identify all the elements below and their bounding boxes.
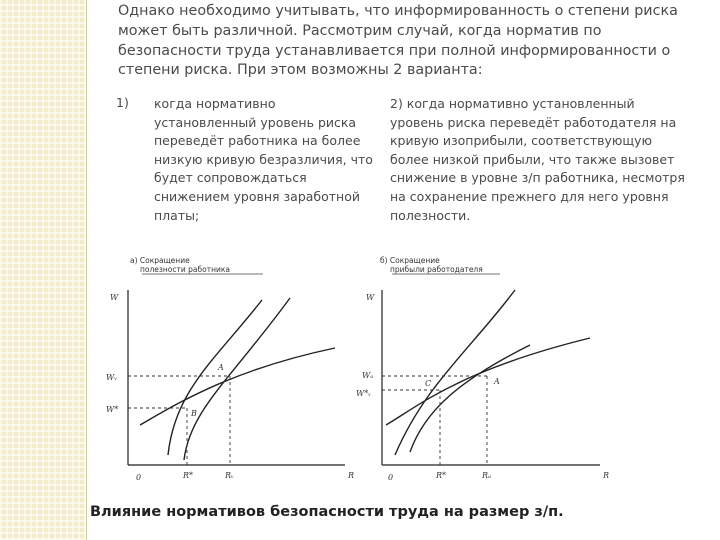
graph-a-label-r-v: Rᵥ: [225, 471, 235, 480]
graph-b-label-r-star: R*: [436, 471, 447, 480]
graph-b: [356, 256, 609, 482]
variant1-text: когда нормативно установленный уровень риска переведёт работника на более низкую кривую безразличия, что будет сопровождаться снижением уровня заработной платы;: [154, 96, 373, 223]
graph-a-point-b: B: [191, 409, 197, 418]
graph-a-y-label: W: [110, 293, 119, 302]
graph-a-origin: 0: [136, 473, 142, 482]
graph-b-y-label: W: [366, 293, 375, 302]
graph-b-label-r-a: Rₐ: [482, 471, 492, 480]
graph-a-x-label: R: [348, 471, 355, 480]
graph-b-origin: 0: [388, 473, 394, 482]
graph-a-title-2: полезности работника: [140, 265, 230, 274]
graph-b-point-a: A: [494, 377, 500, 386]
graph-a-indifference-curve-high: [168, 300, 262, 455]
graph-b-point-c: C: [425, 379, 432, 388]
graph-b-label-w-low: W*ᵥ: [356, 389, 372, 398]
graph-b-x-label: R: [603, 471, 610, 480]
graph-a-label-w-low: W*: [106, 405, 119, 414]
graph-a: [106, 256, 354, 482]
graph-a-label-w-high: Wᵥ: [106, 373, 118, 382]
graph-a-wage-risk-curve: [140, 348, 335, 425]
graph-b-title-2: прибыли работодателя: [390, 265, 483, 274]
graph-b-isoprofit-curve-high: [386, 338, 590, 425]
graph-a-title-1: а) Сокращение: [130, 256, 190, 265]
graph-a-label-r-star: R*: [183, 471, 194, 480]
graph-b-title-1: б) Сокращение: [380, 256, 440, 265]
variant2-text: 2) когда нормативно установленный уровень риска переведёт работодателя на кривую изоприбыли, соответствующую более низкой прибыли, что также вызовет снижение в уровне з/п работника, несмотря на сохранение прежнего для него уровня полезности.: [390, 96, 685, 223]
graph-b-label-w-high: Wₐ: [362, 371, 374, 380]
graph-a-point-a: A: [218, 363, 224, 372]
graph-b-indifference-curve: [395, 290, 515, 455]
variant1-number: 1): [116, 95, 129, 110]
intro-paragraph: Однако необходимо учитывать, что информированность о степени риска может быть различной. Рассмотрим случай, когда норматив по безопасности труда устанавливается при полной информированности о степени риска. При этом возможны 2 варианта:: [118, 3, 678, 79]
figure-caption: Влияние нормативов безопасности труда на размер з/п.: [90, 504, 564, 520]
graph-a-indifference-curve-low: [184, 298, 290, 460]
